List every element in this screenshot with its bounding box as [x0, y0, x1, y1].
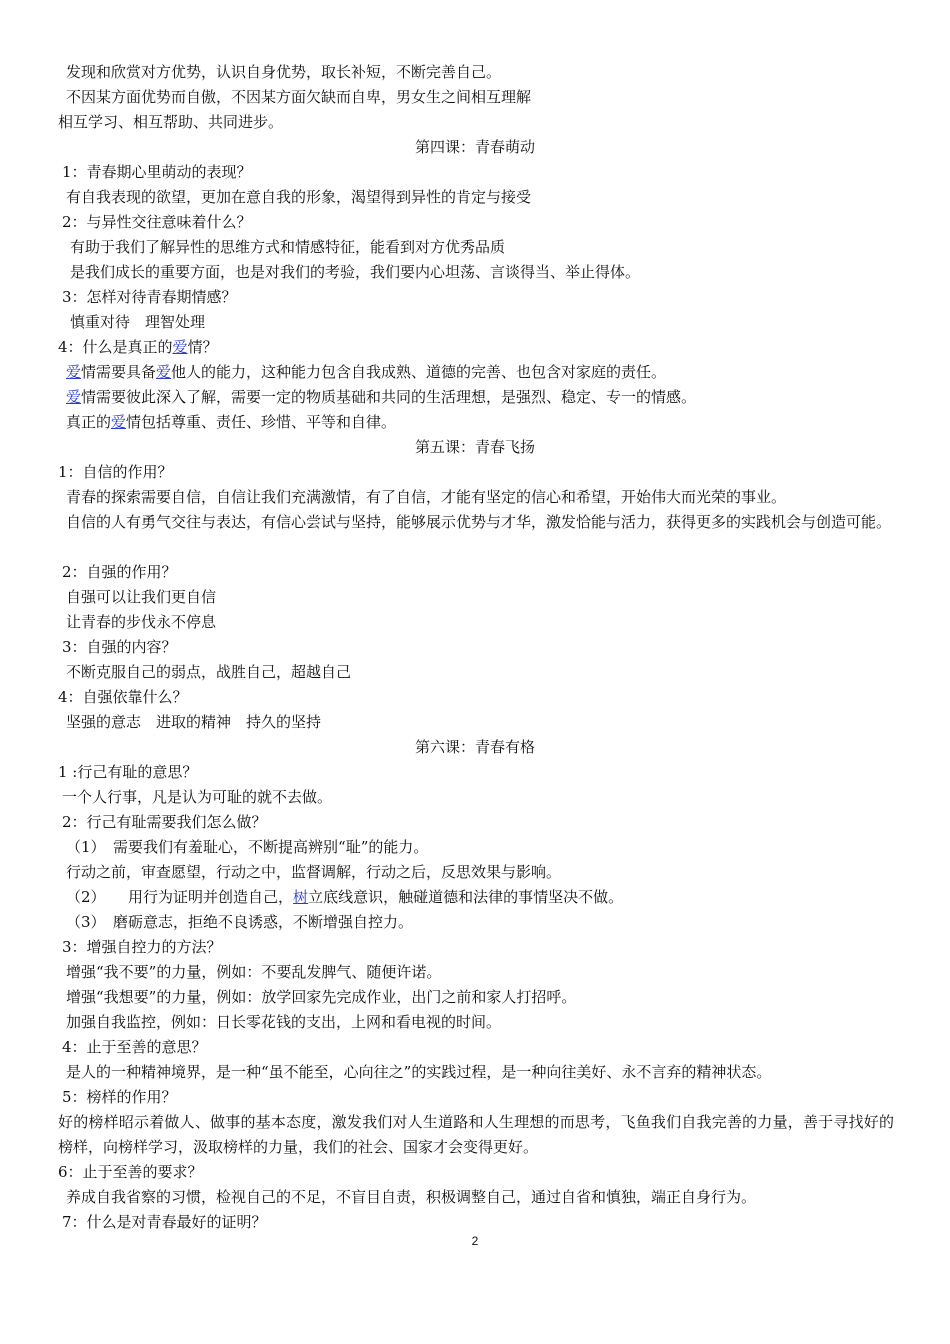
text-line: 有自我表现的欲望，更加在意自我的形象，渴望得到异性的肯定与接受: [66, 188, 532, 206]
question: 1 :行己有耻的意思？: [58, 763, 198, 781]
text-line: 发现和欣赏对方优势，认识自身优势，取长补短，不断完善自己。: [66, 63, 502, 81]
text-run: 好的榜样昭示着做人、做事的基本态度，激发我们对人生道路和人生理想的而思考，飞鱼我们自我完善的力量，善于寻找好的榜样，向榜样学习，汲取榜样的力量，我们的社会、国家才会变得更好。: [58, 1113, 894, 1156]
link-ai[interactable]: 爱: [172, 338, 188, 356]
text-line: 慎重对待 理智处理: [70, 313, 206, 331]
text-line: 有助于我们了解异性的思维方式和情感特征，能看到对方优秀品质: [70, 238, 506, 256]
text-paragraph: [66, 510, 898, 535]
text-line: 养成自我省察的习惯，检视自己的不足，不盲目自责，积极调整自己，通过自省和慎独，端正自身行为。: [66, 1188, 757, 1206]
question: 3：自强的内容？: [62, 638, 177, 656]
text-line: 一个人行事，凡是认为可耻的就不去做。: [62, 788, 333, 806]
text-line: 相互学习、相互帮助、共同进步。: [58, 113, 284, 131]
text-run: 情？: [187, 338, 218, 356]
text-line: 加强自我监控，例如：日长零花钱的支出，上网和看电视的时间。: [66, 1013, 502, 1031]
text-line: 不断克服自己的弱点，战胜自己，超越自己: [66, 663, 352, 681]
question: 4：止于至善的意思？: [62, 1038, 207, 1056]
question: 2：自强的作用？: [62, 563, 177, 581]
text-line: 是人的一种精神境界，是一种“虽不能至，心向往之”的实践过程，是一种向往美好、永不言弃的精神状态。: [66, 1063, 772, 1081]
text-run: 情需要具备: [81, 363, 157, 381]
text-run: 情包括尊重、责任、珍惜、平等和自律。: [126, 413, 397, 431]
text-line: 行动之前，审查愿望，行动之中，监督调解，行动之后，反思效果与影响。: [66, 863, 562, 881]
text-line: 增强“我想要”的力量，例如：放学回家先完成作业，出门之前和家人打招呼。: [66, 988, 577, 1006]
page-number: 2: [471, 1234, 479, 1248]
text-line: 不因某方面优势而自傲，不因某方面欠缺而自卑，男女生之间相互理解: [66, 88, 532, 106]
text-line: 是我们成长的重要方面，也是对我们的考验，我们要内心坦荡、言谈得当、举止得体。: [70, 263, 641, 281]
question: 1：自信的作用？: [58, 463, 173, 481]
question: 2：与异性交往意味着什么？: [62, 213, 252, 231]
lesson-heading: 第六课：青春有格: [414, 738, 535, 756]
link-shu[interactable]: 树: [293, 888, 309, 906]
link-ai[interactable]: 爱: [156, 363, 172, 381]
text-run: 4：什么是真正的: [58, 338, 173, 356]
question: [58, 335, 898, 360]
text-line: （3） 磨砺意志，拒绝不良诱惑，不断增强自控力。: [66, 913, 414, 931]
question: 5：榜样的作用？: [62, 1088, 177, 1106]
link-ai[interactable]: 爱: [111, 413, 127, 431]
text-run: （2） 用行为证明并创造自己，: [66, 888, 294, 906]
text-line: [66, 885, 906, 910]
question: 3：增强自控力的方法？: [62, 938, 222, 956]
question: 4：自强依靠什么？: [58, 688, 188, 706]
lesson-heading: 第四课：青春萌动: [414, 138, 535, 156]
text-run: 情需要彼此深入了解，需要一定的物质基础和共同的生活理想，是强烈、稳定、专一的情感。: [81, 388, 697, 406]
text-line: 让青春的步伐永不停息: [66, 613, 217, 631]
question: 3：怎样对待青春期情感？: [62, 288, 237, 306]
text-line: [66, 410, 906, 435]
text-run: 真正的: [66, 413, 112, 431]
text-line: （1） 需要我们有羞耻心，不断提高辨别“耻”的能力。: [66, 838, 429, 856]
text-run: 他人的能力，这种能力包含自我成熟、道德的完善、也包含对家庭的责任。: [171, 363, 667, 381]
lesson-heading: 第五课：青春飞扬: [414, 438, 535, 456]
text-line: 坚强的意志 进取的精神 持久的坚持: [66, 713, 322, 731]
text-line: 青春的探索需要自信，自信让我们充满激情，有了自信，才能有坚定的信心和希望，开始伟大而光荣的事业。: [66, 488, 787, 506]
text-run: 立底线意识，触碰道德和法律的事情坚决不做。: [308, 888, 624, 906]
text-line: [66, 360, 906, 385]
text-paragraph: [58, 1110, 894, 1160]
question: 2：行己有耻需要我们怎么做？: [62, 813, 267, 831]
text-line: 增强“我不要”的力量，例如：不要乱发脾气、随便许诺。: [66, 963, 442, 981]
text-line: [66, 385, 906, 410]
text-line: 自强可以让我们更自信: [66, 588, 217, 606]
link-ai[interactable]: 爱: [66, 363, 82, 381]
text-run: 自信的人有勇气交往与表达，有信心尝试与坚持，能够展示优势与才华，激发恰能与活力，获得更多的实践机会与创造可能。: [66, 513, 892, 531]
question: 6：止于至善的要求？: [58, 1163, 203, 1181]
question: 7：什么是对青春最好的证明？: [62, 1213, 267, 1231]
link-ai[interactable]: 爱: [66, 388, 82, 406]
question: 1：青春期心里萌动的表现？: [62, 163, 252, 181]
